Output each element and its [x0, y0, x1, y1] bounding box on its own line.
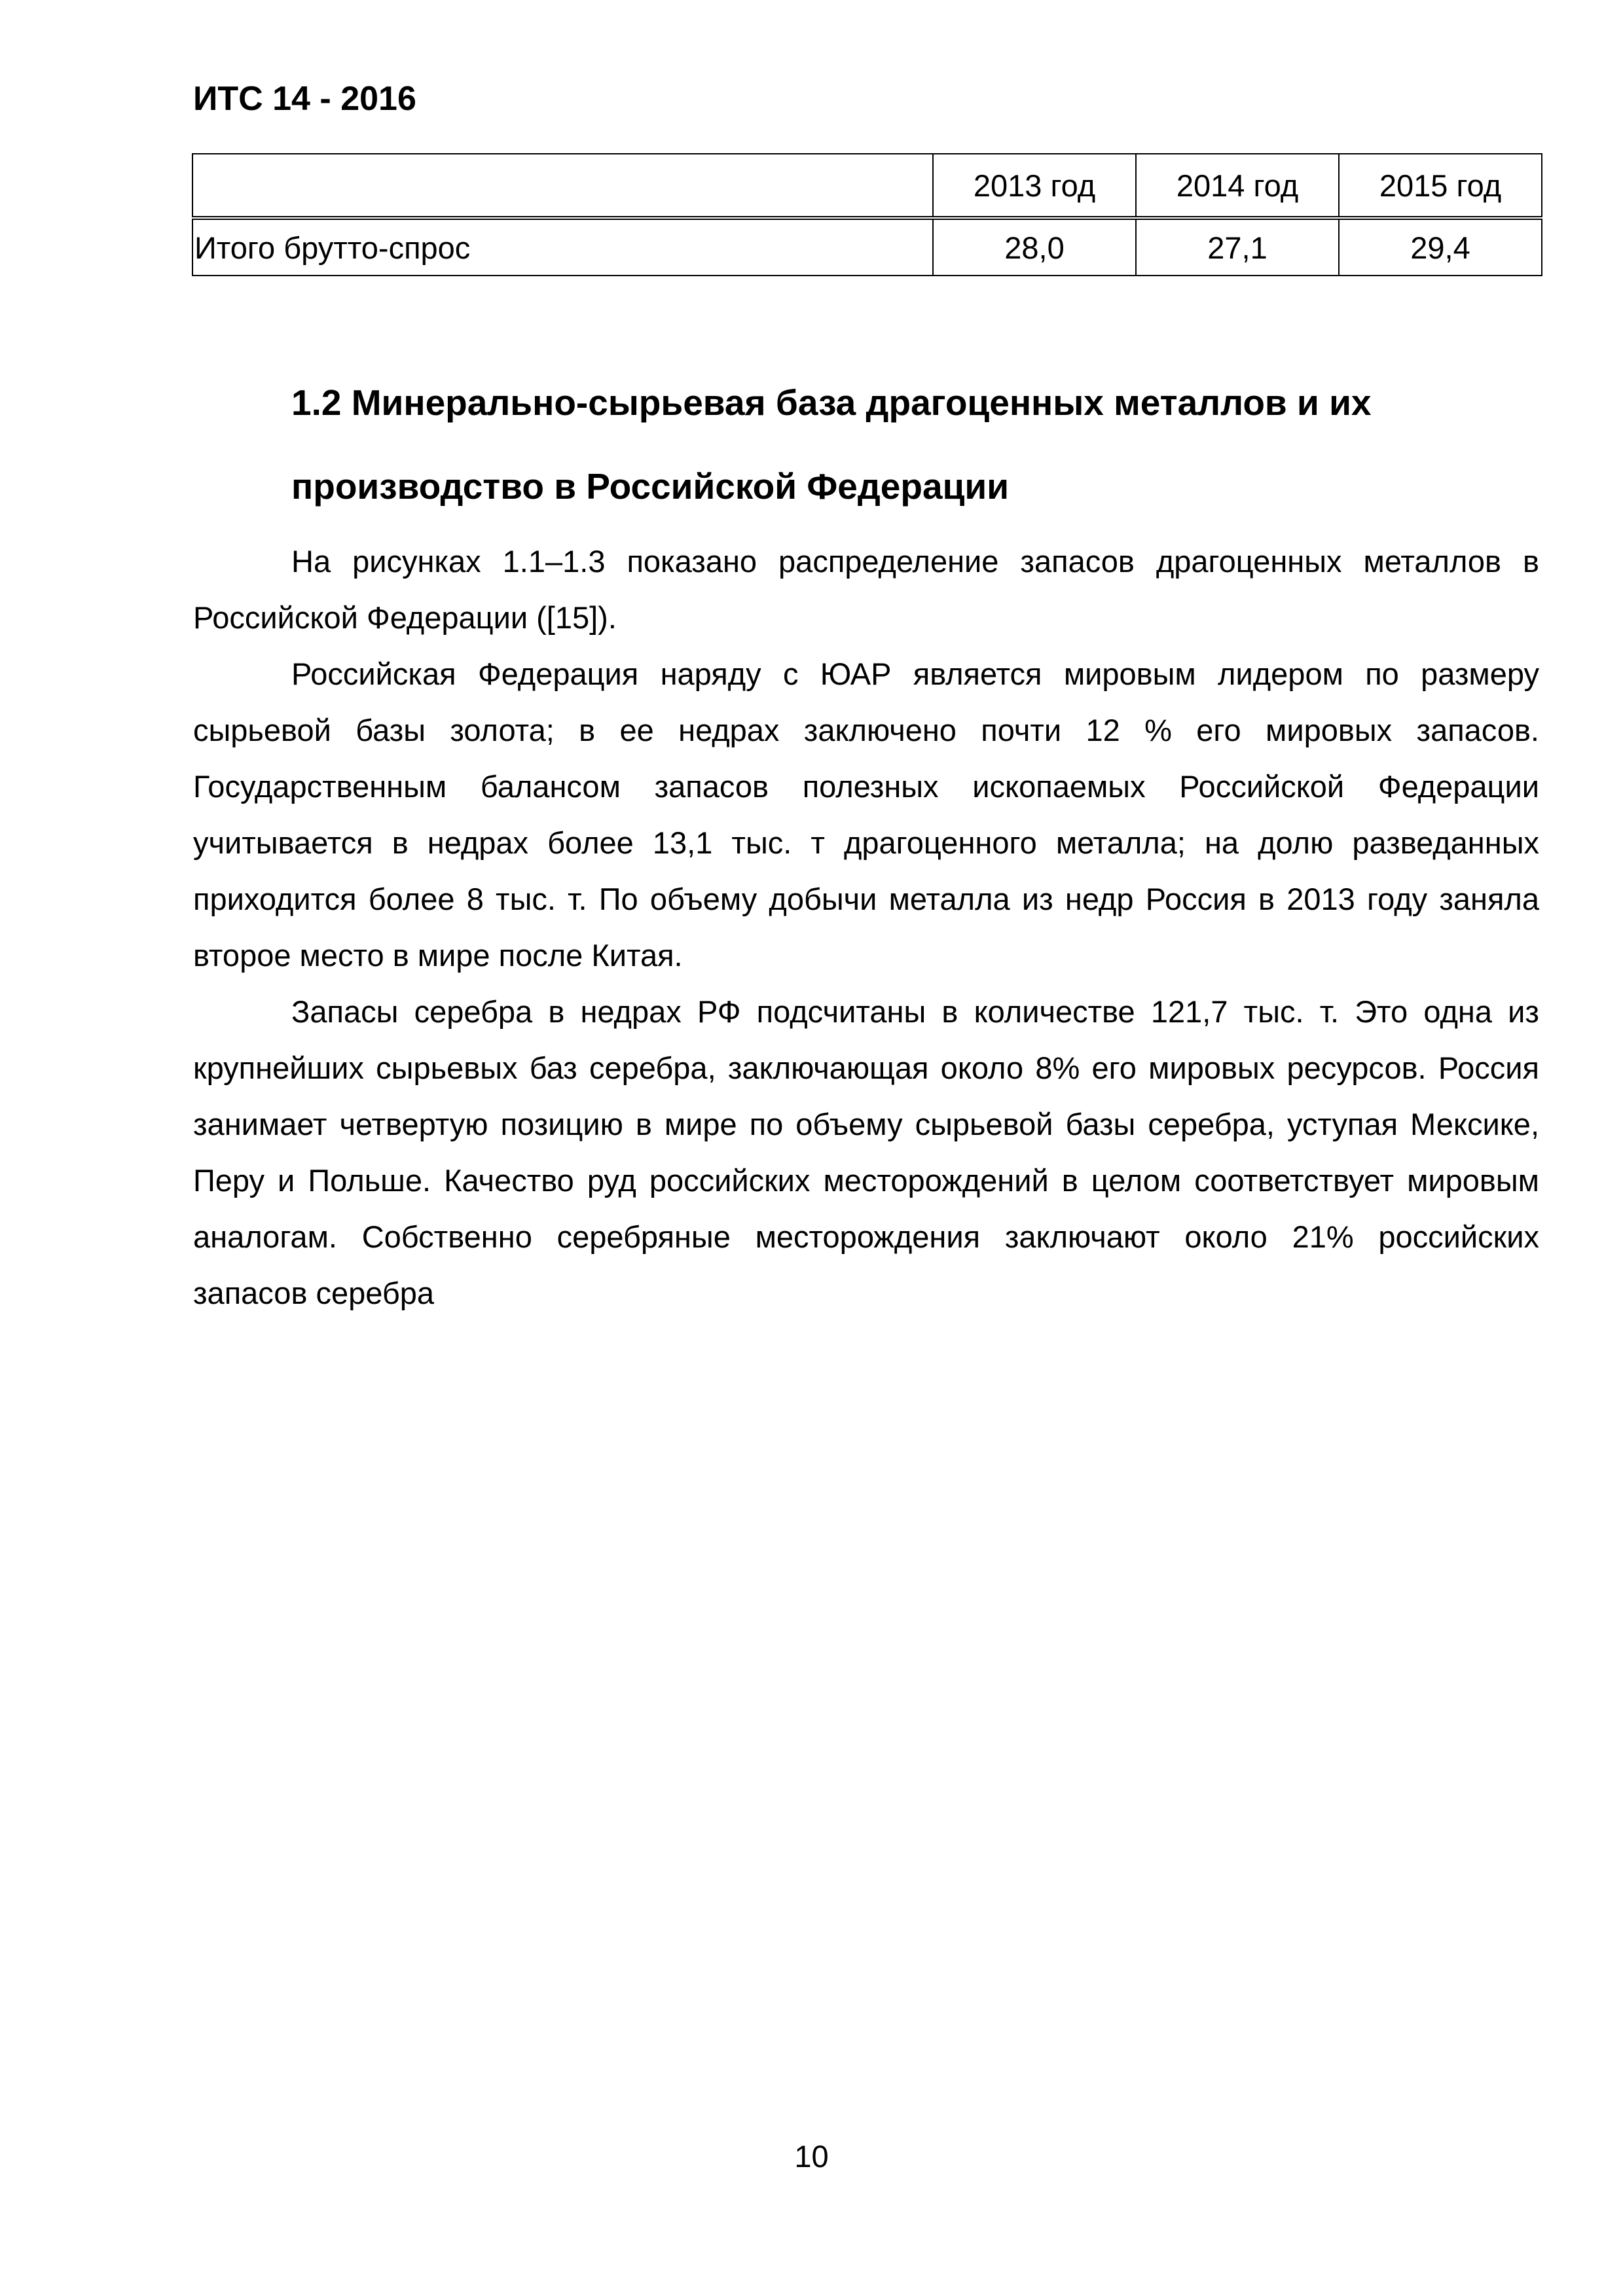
demand-table — [192, 153, 1542, 276]
table-header-cell: 2015 год — [1339, 154, 1542, 218]
page-number: 10 — [794, 2139, 829, 2174]
table-cell: 29,4 — [1339, 218, 1542, 276]
paragraph: Запасы серебра в недрах РФ подсчитаны в количестве 121,7 тыс. т. Это одна из крупнейших сырьевых баз серебра, заключающая около 8% его мировых ресурсов. Россия занимает четвертую позицию в мире по объему сырьевой базы серебра, уступая Мексике, Перу и Польше. Качество руд российских месторождений в целом соответствует мировым аналогам. Собственно серебряные месторождения заключают около 21% российских запасов серебра — [193, 994, 1539, 1310]
table-row — [192, 218, 1542, 276]
table-header-cell: 2013 год — [933, 154, 1136, 218]
document-code: ИТС 14 - 2016 — [193, 80, 416, 118]
table-cell: 27,1 — [1136, 218, 1339, 276]
section-heading: 1.2 Минерально-сырьевая база драгоценных металлов и их производство в Российской Федерации — [291, 382, 1372, 507]
table-header-cell: 2014 год — [1136, 154, 1339, 218]
table-header-cell — [192, 154, 933, 218]
table-row-label: Итого брутто-спрос — [192, 218, 933, 276]
table-header-row — [192, 154, 1542, 218]
table-cell: 28,0 — [933, 218, 1136, 276]
paragraph: Российская Федерация наряду с ЮАР является мировым лидером по размеру сырьевой базы золота; в ее недрах заключено почти 12 % его мировых запасов. Государственным балансом запасов полезных ископаемых Российской Федерации учитывается в недрах более 13,1 тыс. т драгоценного металла; на долю разведанных приходится более 8 тыс. т. По объему добычи металла из недр Россия в 2013 году заняла второе место в мире после Китая. — [193, 656, 1539, 973]
section-body — [193, 533, 1539, 1321]
paragraph: На рисунках 1.1–1.3 показано распределение запасов драгоценных металлов в Российской Федерации ([15]). — [193, 544, 1539, 635]
